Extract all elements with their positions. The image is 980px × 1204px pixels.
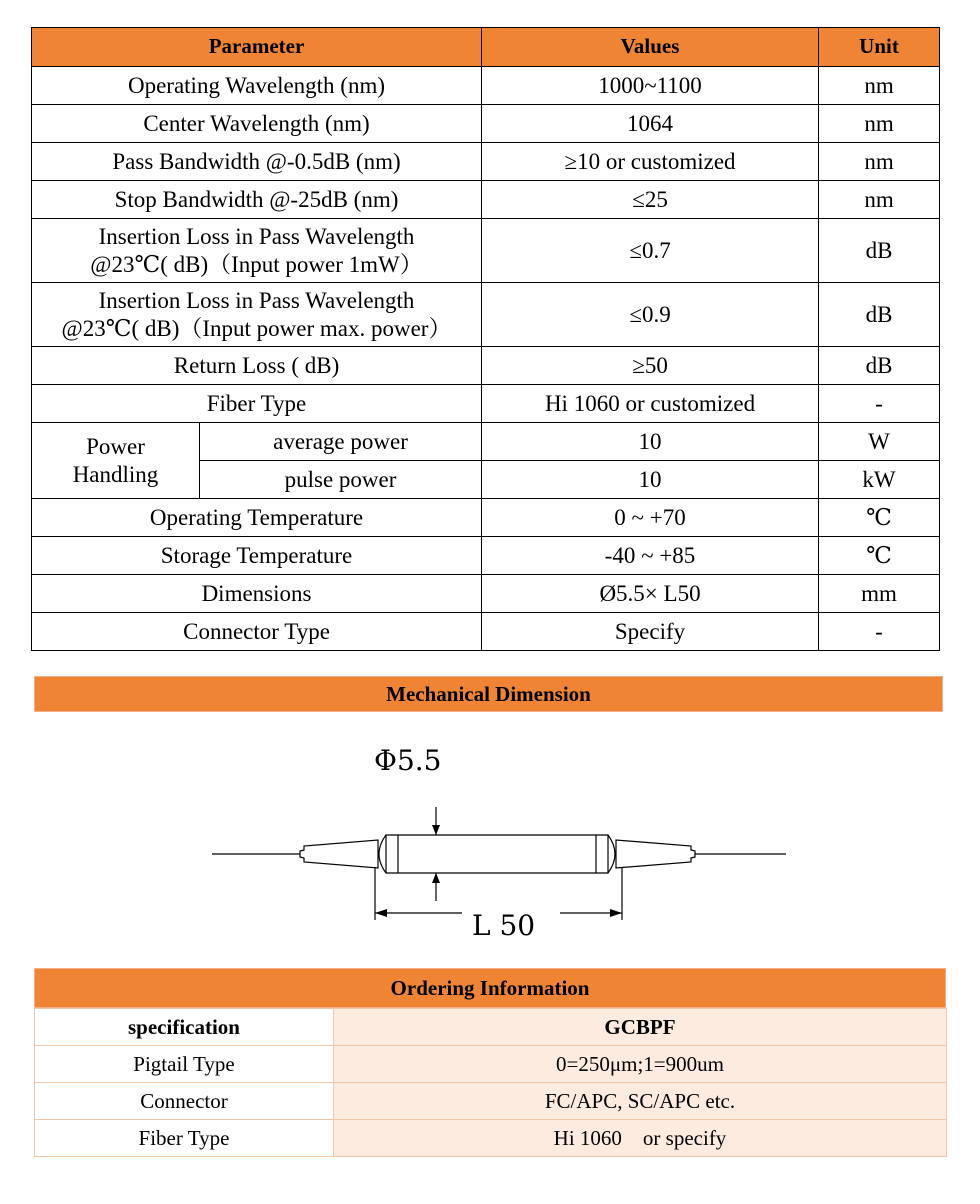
spec-row [32,347,940,385]
spec-row [32,537,940,575]
spec-table [31,27,940,651]
unit-cell: dB [819,283,940,347]
unit-cell: nm [819,181,940,219]
boot-right [616,840,695,868]
spec-row [32,613,940,651]
param-cell: Return Loss ( dB) [32,347,482,385]
value-cell: Hi 1060 or customized [482,385,819,423]
value-cell: ≤0.9 [482,283,819,347]
spec-row [32,423,940,461]
value-cell: 1000~1100 [482,67,819,105]
value-cell: ≤25 [482,181,819,219]
mechanical-drawing [0,715,980,965]
param-cell: average power [200,423,482,461]
value-cell: ≥10 or customized [482,143,819,181]
spec-row [32,181,940,219]
param-cell: Operating Wavelength (nm) [32,67,482,105]
unit-cell: ℃ [819,537,940,575]
ordering-label: Connector [35,1083,334,1120]
ordering-value: FC/APC, SC/APC etc. [334,1083,947,1120]
value-cell: ≤0.7 [482,219,819,283]
param-cell [32,219,482,283]
spec-row [32,219,940,283]
param-cell: Pass Bandwidth @-0.5dB (nm) [32,143,482,181]
ordering-table [34,1008,947,1157]
spec-row [32,143,940,181]
unit-cell: dB [819,219,940,283]
length-label: L 50 [472,909,536,942]
value-cell: 1064 [482,105,819,143]
header-values: Values [482,28,819,67]
spec-row [32,67,940,105]
unit-cell: nm [819,105,940,143]
spec-row [32,575,940,613]
ordering-value: 0=250μm;1=900um [334,1046,947,1083]
unit-cell: nm [819,67,940,105]
group-line: Handling [72,461,159,487]
unit-cell: - [819,613,940,651]
param-line: Insertion Loss in Pass Wavelength [98,223,415,249]
spec-row [32,105,940,143]
unit-cell: nm [819,143,940,181]
param-cell: Connector Type [32,613,482,651]
group-line: Power [86,433,145,459]
spec-header-row [32,28,940,67]
param-line: @23℃( dB)（Input power 1mW） [90,251,423,277]
unit-cell: dB [819,347,940,385]
group-cell [32,423,200,499]
unit-cell: - [819,385,940,423]
param-cell [32,283,482,347]
value-cell: 10 [482,461,819,499]
value-cell: 0 ~ +70 [482,499,819,537]
ordering-row [35,1009,947,1046]
param-cell: Stop Bandwidth @-25dB (nm) [32,181,482,219]
unit-cell: ℃ [819,499,940,537]
header-unit: Unit [819,28,940,67]
param-cell: Operating Temperature [32,499,482,537]
ordering-label: specification [35,1009,334,1046]
unit-cell: kW [819,461,940,499]
boot-left [300,840,378,868]
unit-cell: mm [819,575,940,613]
ordering-label: Fiber Type [35,1120,334,1157]
ordering-value: GCBPF [334,1009,947,1046]
value-cell: Ø5.5× L50 [482,575,819,613]
spec-row [32,385,940,423]
ordering-value: Hi 1060 or specify [334,1120,947,1157]
value-cell: ≥50 [482,347,819,385]
param-line: @23℃( dB)（Input power max. power） [61,315,452,341]
unit-cell: W [819,423,940,461]
param-cell: Storage Temperature [32,537,482,575]
ordering-row [35,1120,947,1157]
ordering-row [35,1046,947,1083]
ordering-row [35,1083,947,1120]
diameter-label: Φ5.5 [374,744,442,777]
value-cell: -40 ~ +85 [482,537,819,575]
param-line: Insertion Loss in Pass Wavelength [98,287,415,313]
value-cell: 10 [482,423,819,461]
spec-row [32,283,940,347]
ordering-information-title: Ordering Information [34,968,946,1008]
param-cell: Fiber Type [32,385,482,423]
param-cell: pulse power [200,461,482,499]
value-cell: Specify [482,613,819,651]
tube-body [379,835,615,873]
param-cell: Center Wavelength (nm) [32,105,482,143]
param-cell: Dimensions [32,575,482,613]
header-parameter: Parameter [32,28,482,67]
ordering-label: Pigtail Type [35,1046,334,1083]
spec-row [32,499,940,537]
mechanical-dimension-title: Mechanical Dimension [34,676,943,712]
